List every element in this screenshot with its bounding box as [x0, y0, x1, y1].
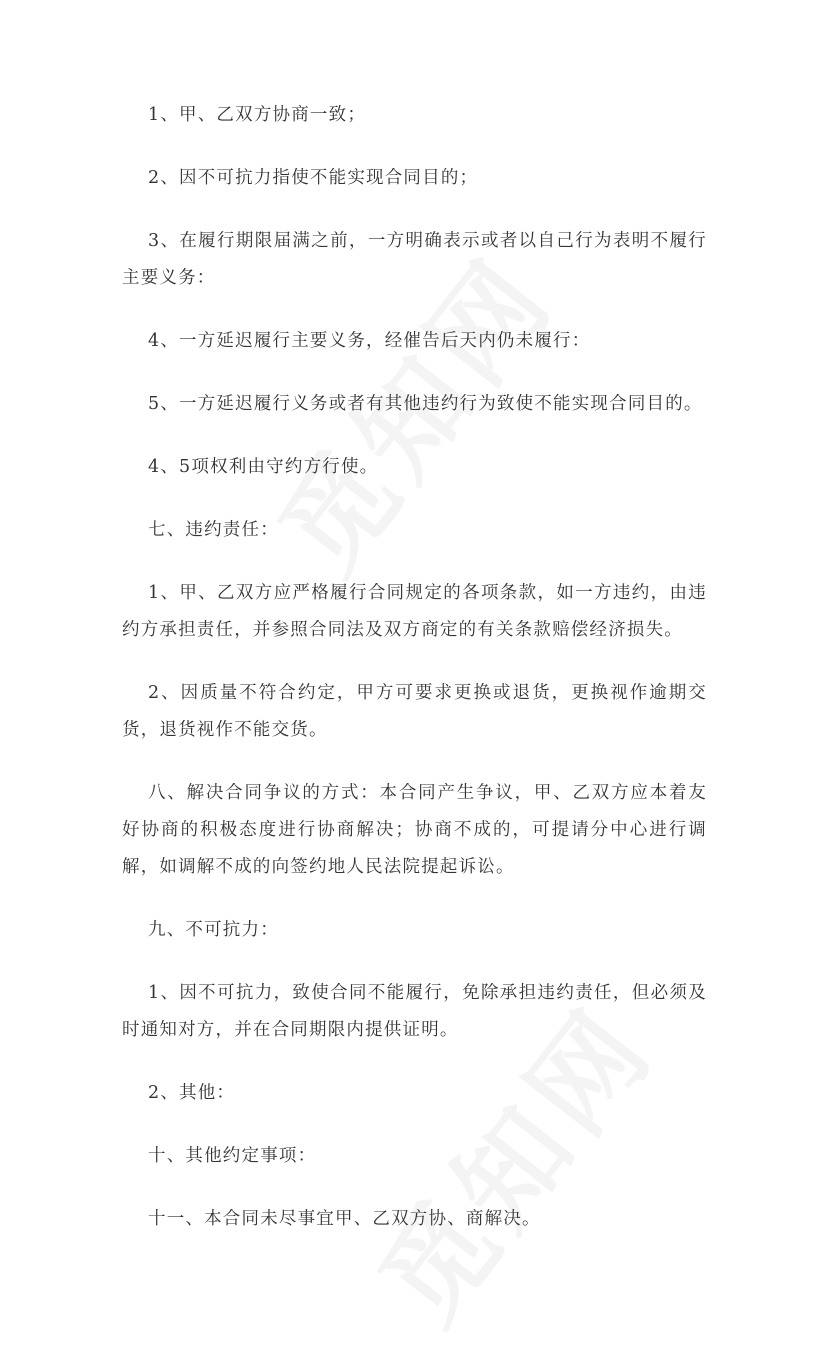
- document-body: [122, 97, 707, 1264]
- clause-liability-2: 2、因质量不符合约定，甲方可要求更换或退货，更换视作逾期交货，退货视作不能交货。: [122, 683, 707, 740]
- section-unresolved-matters: 十一、本合同未尽事宜甲、乙双方协、商解决。: [148, 1209, 541, 1229]
- section-heading-other-terms: 十、其他约定事项：: [148, 1146, 317, 1166]
- clause-force-majeure-2: 2、其他：: [148, 1083, 236, 1103]
- clause-termination-3: 3、在履行期限届满之前，一方明确表示或者以自己行为表明不履行主要义务：: [122, 231, 707, 288]
- clause-rights-note: 4、5项权利由守约方行使。: [148, 457, 379, 477]
- section-heading-liability: 七、违约责任：: [148, 520, 279, 540]
- clause-force-majeure-1: 1、因不可抗力，致使合同不能履行，免除承担违约责任，但必须及时通知对方，并在合同期限内提供证明。: [122, 983, 707, 1040]
- clause-liability-1: 1、甲、乙双方应严格履行合同规定的各项条款，如一方违约，由违约方承担责任，并参照合同法及双方商定的有关条款赔偿经济损失。: [122, 583, 707, 640]
- clause-termination-1: 1、甲、乙双方协商一致；: [148, 105, 367, 125]
- clause-termination-4: 4、一方延迟履行主要义务，经催告后天内仍未履行：: [148, 331, 591, 351]
- clause-termination-5: 5、一方延迟履行义务或者有其他违约行为致使不能实现合同目的。: [148, 394, 703, 414]
- section-heading-force-majeure: 九、不可抗力：: [148, 920, 279, 940]
- clause-termination-2: 2、因不可抗力指使不能实现合同目的；: [148, 168, 479, 188]
- section-dispute-resolution: 八、解决合同争议的方式：本合同产生争议，甲、乙双方应本着友好协商的积极态度进行协商解决；协商不成的，可提请分中心进行调解，如调解不成的向签约地人民法院提起诉讼。: [122, 783, 707, 877]
